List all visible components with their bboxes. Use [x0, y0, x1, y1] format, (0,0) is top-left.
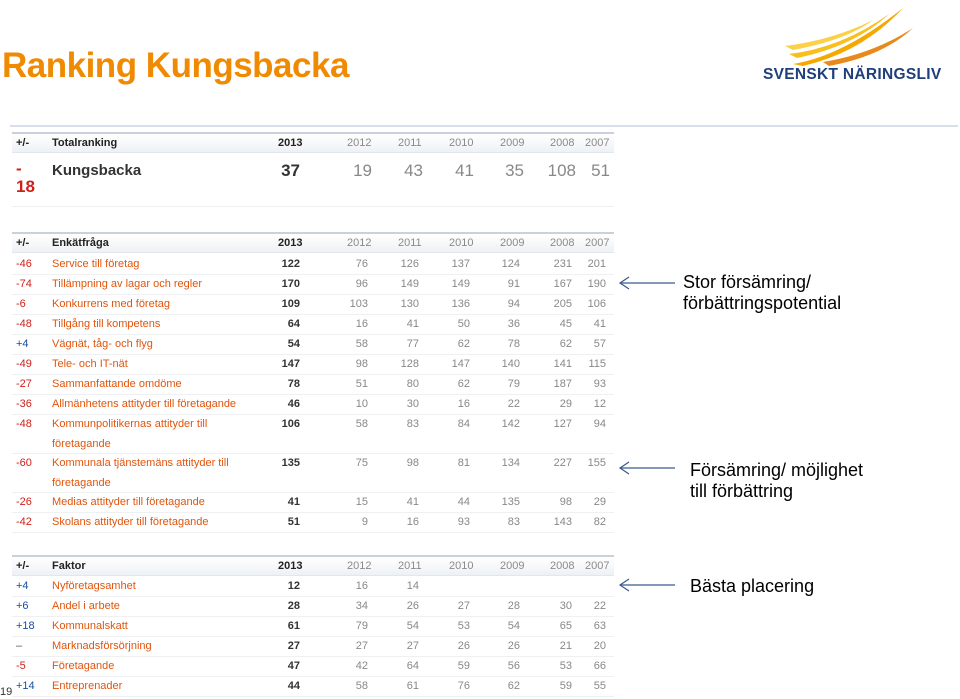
row-value-2011: 149	[400, 278, 419, 290]
header-year-2010: 2010	[449, 237, 474, 249]
row-name: Skolans attityder till företagande	[52, 516, 209, 528]
row-value-2008: 98	[559, 496, 572, 508]
row-value-2011: 61	[406, 680, 419, 692]
header-year-2013: 2013	[278, 137, 303, 149]
table-row	[12, 596, 614, 617]
row-value-2007: 20	[593, 640, 606, 652]
row-value-2010: 84	[457, 418, 470, 430]
note-large-decline-line2: förbättringspotential	[683, 293, 842, 313]
row-value-2010: 147	[451, 358, 470, 370]
row-value-2011: 98	[406, 457, 419, 469]
row-value-2010: 62	[457, 378, 470, 390]
row-value-2013: 147	[281, 358, 300, 370]
header-year-2012: 2012	[347, 237, 372, 249]
row-value-2011: 64	[406, 660, 419, 672]
row-value-2009: 62	[507, 680, 520, 692]
row-value-2008: 62	[559, 338, 572, 350]
row-name: Konkurrens med företag	[52, 298, 171, 310]
header-name: Faktor	[52, 560, 86, 572]
header-year-2007: 2007	[585, 237, 610, 249]
header-delta: +/-	[16, 560, 30, 572]
note-decline-line1: Försämring/ möjlighet	[690, 460, 864, 480]
header-year-2012: 2012	[347, 137, 372, 149]
table-row	[12, 254, 614, 275]
total-value-2013: 37	[281, 161, 300, 180]
row-value-2007: 82	[593, 516, 606, 528]
row-name: Sammanfattande omdöme	[52, 378, 182, 390]
row-value-2010: 137	[451, 258, 470, 270]
table-row	[12, 334, 614, 355]
row-value-2008: 59	[559, 680, 572, 692]
row-value-2012: 96	[355, 278, 368, 290]
row-name: Andel i arbete	[52, 600, 120, 612]
row-value-2012: 58	[355, 680, 368, 692]
note-decline-line2: till förbättring	[690, 481, 794, 501]
row-value-2007: 115	[588, 358, 606, 370]
row-value-2013: 135	[281, 457, 300, 469]
row-value-2011: 41	[406, 318, 419, 330]
row-delta: -60	[16, 457, 32, 469]
row-value-2013: 64	[287, 318, 300, 330]
table-row	[12, 616, 614, 637]
row-name: Nyföretagsamhet	[52, 580, 136, 592]
table-row	[12, 354, 614, 375]
row-value-2007: 29	[593, 496, 606, 508]
row-value-2007: 201	[587, 258, 606, 270]
row-value-2008: 127	[553, 418, 572, 430]
table-row	[12, 512, 614, 533]
row-value-2012: 10	[355, 398, 368, 410]
row-value-2007: 94	[593, 418, 606, 430]
row-delta: -6	[16, 298, 26, 310]
row-value-2012: 15	[355, 496, 368, 508]
row-delta: -48	[16, 418, 32, 430]
header-year-2009: 2009	[500, 237, 525, 249]
row-value-2010: 53	[457, 620, 470, 632]
header-year-2013: 2013	[278, 237, 303, 249]
row-value-2008: 21	[559, 640, 572, 652]
row-value-2011: 26	[406, 600, 419, 612]
row-value-2007: 155	[587, 457, 606, 469]
row-value-2009: 26	[507, 640, 520, 652]
table-row	[12, 314, 614, 335]
row-value-2009: 54	[507, 620, 520, 632]
row-delta: +6	[16, 600, 29, 612]
table-row	[12, 453, 614, 493]
row-value-2007: 63	[593, 620, 606, 632]
row-name: Marknadsförsörjning	[52, 640, 152, 652]
row-value-2009: 56	[507, 660, 520, 672]
row-value-2010: 149	[451, 278, 470, 290]
row-value-2008: 53	[559, 660, 572, 672]
total-value-2007: 51	[591, 161, 610, 180]
row-name: Medias attityder till företagande	[52, 496, 205, 508]
row-value-2011: 41	[406, 496, 419, 508]
row-name: Entreprenader	[52, 680, 123, 692]
arrow-left-icon	[617, 276, 675, 290]
row-value-2013: 78	[287, 378, 300, 390]
page-title: Ranking Kungsbacka	[2, 46, 349, 85]
row-delta: -46	[16, 258, 32, 270]
header-delta: +/-	[16, 237, 30, 249]
arrow-left-icon	[617, 461, 675, 475]
row-value-2010: 76	[457, 680, 470, 692]
row-value-2011: 80	[406, 378, 419, 390]
row-value-2008: 29	[559, 398, 572, 410]
row-value-2012: 75	[355, 457, 368, 469]
header-year-2012: 2012	[347, 560, 372, 572]
row-delta: -27	[16, 378, 32, 390]
row-value-2012: 34	[355, 600, 368, 612]
note-decline	[690, 460, 863, 502]
row-value-2008: 231	[553, 258, 572, 270]
total-name: Kungsbacka	[52, 162, 142, 179]
row-value-2013: 44	[287, 680, 300, 692]
row-value-2013: 41	[287, 496, 300, 508]
row-value-2009: 83	[507, 516, 520, 528]
row-value-2008: 45	[559, 318, 572, 330]
row-value-2012: 98	[355, 358, 368, 370]
row-value-2013: 61	[287, 620, 300, 632]
table-row	[12, 414, 614, 454]
table-row	[12, 394, 614, 415]
note-large-decline-line1: Stor försämring/	[683, 272, 812, 292]
header-year-2010: 2010	[449, 137, 474, 149]
header-year-2013: 2013	[278, 560, 303, 572]
row-value-2008: 167	[553, 278, 572, 290]
total-delta: - 18	[16, 159, 35, 196]
row-value-2011: 77	[406, 338, 419, 350]
row-value-2008: 187	[553, 378, 572, 390]
row-value-2009: 134	[501, 457, 520, 469]
row-value-2011: 14	[406, 580, 419, 592]
header-delta: +/-	[16, 137, 30, 149]
header-year-2007: 2007	[585, 560, 610, 572]
header-name: Enkätfråga	[52, 237, 109, 249]
row-delta: +14	[16, 680, 35, 692]
arrow-left-icon	[617, 578, 675, 592]
row-value-2009: 79	[507, 378, 520, 390]
row-value-2010: 93	[457, 516, 470, 528]
table-row	[12, 374, 614, 395]
header-year-2009: 2009	[500, 137, 525, 149]
row-value-2008: 141	[553, 358, 572, 370]
row-value-2013: 54	[287, 338, 300, 350]
row-value-2013: 47	[287, 660, 300, 672]
row-value-2011: 54	[406, 620, 419, 632]
row-value-2012: 76	[355, 258, 368, 270]
header-year-2011: 2011	[398, 137, 422, 149]
row-delta: -36	[16, 398, 32, 410]
row-delta: -49	[16, 358, 32, 370]
header-year-2011: 2011	[398, 560, 422, 572]
row-value-2012: 16	[355, 318, 368, 330]
row-value-2012: 79	[355, 620, 368, 632]
total-value-2010: 41	[455, 161, 474, 180]
row-value-2012: 42	[355, 660, 368, 672]
row-value-2010: 136	[451, 298, 470, 310]
row-delta: -5	[16, 660, 26, 672]
table-header	[12, 555, 614, 576]
table-header	[12, 132, 614, 153]
row-value-2007: 57	[593, 338, 606, 350]
row-delta: +4	[16, 338, 29, 350]
row-value-2007: 55	[593, 680, 606, 692]
row-value-2012: 103	[349, 298, 368, 310]
row-value-2010: 50	[457, 318, 470, 330]
row-value-2009: 135	[501, 496, 520, 508]
row-value-2013: 28	[287, 600, 300, 612]
row-value-2009: 91	[507, 278, 520, 290]
total-value-2011: 43	[404, 161, 423, 180]
table-row	[12, 492, 614, 513]
row-name: Tele- och IT-nät	[52, 358, 128, 370]
row-value-2013: 170	[281, 278, 300, 290]
row-value-2010: 44	[457, 496, 470, 508]
header-year-2008: 2008	[550, 237, 575, 249]
total-value-2009: 35	[505, 161, 524, 180]
row-value-2011: 30	[406, 398, 419, 410]
row-name: Kommunala tjänstemäns attityder till	[52, 457, 229, 469]
row-value-2013: 12	[287, 580, 300, 592]
note-large-decline	[683, 272, 841, 314]
row-value-2009: 78	[507, 338, 520, 350]
header-name: Totalranking	[52, 137, 118, 149]
row-value-2013: 109	[281, 298, 300, 310]
row-value-2012: 58	[355, 418, 368, 430]
row-value-2009: 140	[501, 358, 520, 370]
total-value-2012: 19	[353, 161, 372, 180]
row-value-2012: 27	[355, 640, 368, 652]
row-value-2010: 62	[457, 338, 470, 350]
row-value-2007: 41	[593, 318, 606, 330]
row-value-2007: 22	[593, 600, 606, 612]
logo-text: SVENSKT NÄRINGSLIV	[763, 66, 942, 83]
row-value-2012: 16	[355, 580, 368, 592]
row-name: Vägnät, tåg- och flyg	[52, 338, 153, 350]
header-year-2008: 2008	[550, 560, 575, 572]
row-delta: -26	[16, 496, 32, 508]
row-value-2012: 58	[355, 338, 368, 350]
total-value-2008: 108	[547, 161, 576, 180]
row-name: Företagande	[52, 660, 115, 672]
header-year-2007: 2007	[585, 137, 610, 149]
row-name: Tillämpning av lagar och regler	[52, 278, 202, 290]
table-row	[12, 274, 614, 295]
row-value-2013: 46	[287, 398, 300, 410]
row-delta: +4	[16, 580, 29, 592]
row-delta: -48	[16, 318, 32, 330]
row-value-2007: 190	[587, 278, 606, 290]
row-value-2013: 27	[287, 640, 300, 652]
total-row	[12, 154, 614, 207]
row-value-2009: 36	[507, 318, 520, 330]
divider	[10, 125, 958, 127]
note-best: Bästa placering	[690, 576, 815, 596]
table-row	[12, 656, 614, 677]
row-value-2009: 28	[507, 600, 520, 612]
table-row	[12, 294, 614, 315]
row-value-2011: 83	[406, 418, 419, 430]
row-value-2013: 122	[281, 258, 300, 270]
row-value-2009: 142	[501, 418, 520, 430]
row-name: Service till företag	[52, 258, 140, 270]
row-value-2008: 205	[553, 298, 572, 310]
row-value-2007: 66	[593, 660, 606, 672]
row-value-2008: 30	[559, 600, 572, 612]
row-value-2010: 16	[457, 398, 470, 410]
row-value-2012: 9	[361, 516, 368, 528]
row-name: Kommunpolitikernas attityder till	[52, 418, 208, 430]
header-year-2010: 2010	[449, 560, 474, 572]
row-value-2010: 59	[457, 660, 470, 672]
row-value-2008: 65	[559, 620, 572, 632]
row-value-2008: 227	[553, 457, 572, 469]
row-name: Tillgång till kompetens	[52, 318, 161, 330]
row-delta: -42	[16, 516, 32, 528]
header-year-2009: 2009	[500, 560, 525, 572]
row-value-2011: 128	[400, 358, 419, 370]
row-name-continued: företagande	[52, 477, 111, 489]
header-year-2008: 2008	[550, 137, 575, 149]
row-value-2011: 126	[400, 258, 419, 270]
row-value-2011: 16	[406, 516, 419, 528]
row-value-2007: 12	[593, 398, 606, 410]
row-value-2007: 93	[593, 378, 606, 390]
header-year-2011: 2011	[398, 237, 422, 249]
table-row	[12, 676, 614, 697]
row-value-2010: 26	[457, 640, 470, 652]
row-value-2013: 106	[281, 418, 300, 430]
page-number: 19	[0, 686, 13, 698]
row-value-2012: 51	[355, 378, 368, 390]
table-row	[12, 576, 614, 597]
row-value-2009: 124	[501, 258, 520, 270]
row-value-2011: 27	[406, 640, 419, 652]
table-row	[12, 636, 614, 657]
row-name-continued: företagande	[52, 438, 111, 450]
row-name: Kommunalskatt	[52, 620, 128, 632]
row-delta: -74	[16, 278, 32, 290]
row-value-2009: 22	[507, 398, 520, 410]
row-name: Allmänhetens attityder till företagande	[52, 398, 237, 410]
row-value-2013: 51	[287, 516, 300, 528]
row-value-2008: 143	[553, 516, 572, 528]
row-value-2010: 81	[457, 457, 470, 469]
row-value-2007: 106	[587, 298, 606, 310]
row-delta: –	[16, 640, 23, 652]
table-header	[12, 232, 614, 253]
row-value-2011: 130	[400, 298, 419, 310]
row-value-2009: 94	[507, 298, 520, 310]
row-value-2010: 27	[457, 600, 470, 612]
row-delta: +18	[16, 620, 35, 632]
